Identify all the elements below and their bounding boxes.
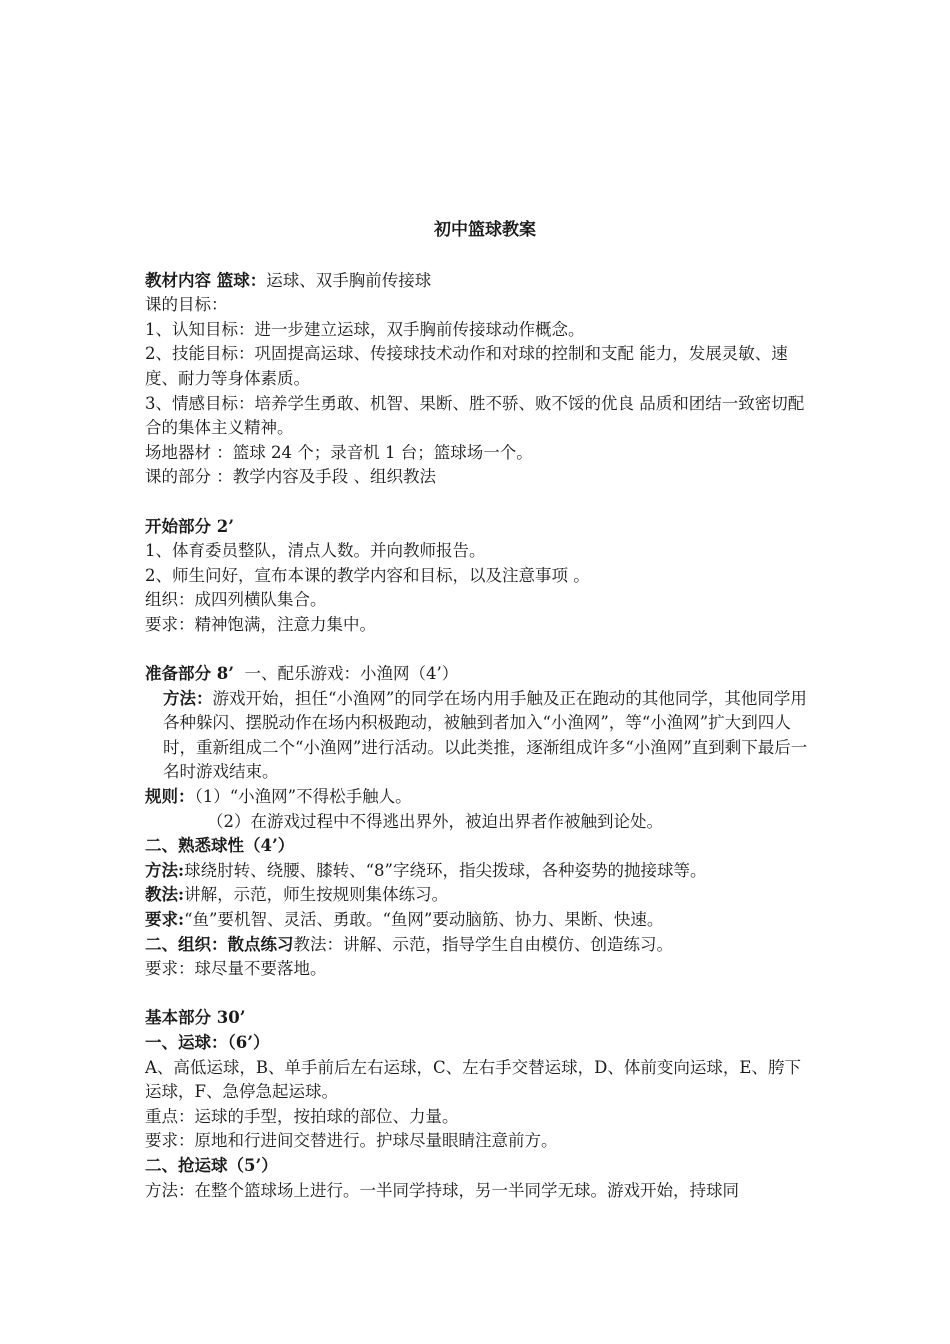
organization-requirement: 要求：球尽量不要落地。 [145,959,327,979]
teaching-method [145,883,815,908]
organization-label: 二、组织：散点练习 [145,934,294,954]
game-rule-2: （2）在游戏过程中不得逃出界外，被迫出界者作被触到论处。 [207,811,663,831]
content-line [145,269,815,294]
organization-line [145,933,815,958]
game-rule-1 [145,785,815,810]
start-organization: 组织：成四列横队集合。 [145,590,327,610]
game-method-text: 游戏开始，担任“小渔网”的同学在场内用手触及正在跑动的其他同学，其他同学用各种躲闪、摆脱动作在场内积极跑动，被触到者加入“小渔网”，等“小渔网”扩大到四人时，重新组成二个“小渔网”进行活动。以此类推，逐渐组成许多“小渔网”直到剩下最后一名时游戏结束。 [163,688,808,782]
familiar-requirement-label: 要求: [145,910,185,930]
familiar-requirement-text: “鱼”要机智、灵活、勇敢。“鱼网”要动脑筋、协力、果断、快速。 [184,910,664,930]
familiar-method-label: 方法: [145,860,185,880]
prep-section-heading: 准备部分 8’ [145,664,234,684]
game-method-label: 方法： [163,688,213,708]
teaching-method-text: 讲解，示范，师生按规则集体练习。 [184,885,449,905]
start-item-1: 1、体育委员整队，清点人数。并向教师报告。 [145,541,486,561]
teaching-method-label: 教法: [145,885,185,905]
steal-method: 方法：在整个篮球场上进行。一半同学持球，另一半同学无球。游戏开始，持球同 [145,1180,739,1200]
goal-skill: 2、技能目标：巩固提高运球、传接球技术动作和对球的控制和支配 能力，发展灵敏、速度、耐力等身体素质。 [145,344,788,388]
page-title: 初中篮球教案 [434,220,536,240]
goal-heading: 课的目标： [145,295,228,315]
start-item-2: 2、师生问好，宣布本课的教学内容和目标，以及注意事项 。 [145,565,590,585]
familiar-heading: 二、熟悉球性（4’） [145,836,295,856]
organization-text: 教法：讲解、示范，指导学生自由模仿、创造练习。 [293,934,673,954]
familiar-requirement [145,908,815,933]
goal-affective: 3、情感目标：培养学生勇敢、机智、果断、胜不骄、败不馁的优良 品质和团结一致密切配合的集体主义精神。 [145,393,805,438]
basic-section-heading: 基本部分 30’ [145,1008,246,1028]
dribble-heading: 一、运球：（6’） [145,1033,270,1052]
dribble-text: A、高低运球，B、单手前后左右运球，C、左右手交替运球，D、体前变向运球，E、胯下运球，F、急停急起运球。 [145,1057,801,1102]
equipment-line: 场地器材 ：篮球 24 个；录音机 1 台；篮球场一个。 [145,442,533,462]
content-label: 教材内容 篮球： [145,270,267,290]
dribble-key-point: 重点：运球的手型，按拍球的部位、力量。 [145,1106,459,1126]
steal-heading: 二、抢运球（5’） [145,1155,278,1175]
familiar-method [145,859,815,884]
dribble-requirement: 要求：原地和行进间交替进行。护球尽量眼睛注意前方。 [145,1131,558,1151]
prep-game-title: 一、配乐游戏：小渔网（4’） [233,664,459,684]
familiar-method-text: 球绕肘转、绕腰、膝转、“8”字绕环，指尖拨球，各种姿势的抛接球等。 [184,860,707,880]
game-rule-1-text: （1）“小渔网”不得松手触人。 [194,787,412,807]
game-rule-label: 规则： [145,787,195,807]
game-method [145,687,815,785]
parts-line: 课的部分 ：教学内容及手段 、组织教法 [145,467,436,487]
start-requirement: 要求：精神饱满，注意力集中。 [145,614,376,634]
prep-section-line [145,662,815,687]
goal-cognitive: 1、认知目标：进一步建立运球，双手胸前传接球动作概念。 [145,319,585,339]
start-section-heading: 开始部分 2’ [145,516,234,536]
lesson-plan-page [145,218,815,1203]
content-value: 运球、双手胸前传接球 [266,270,432,290]
